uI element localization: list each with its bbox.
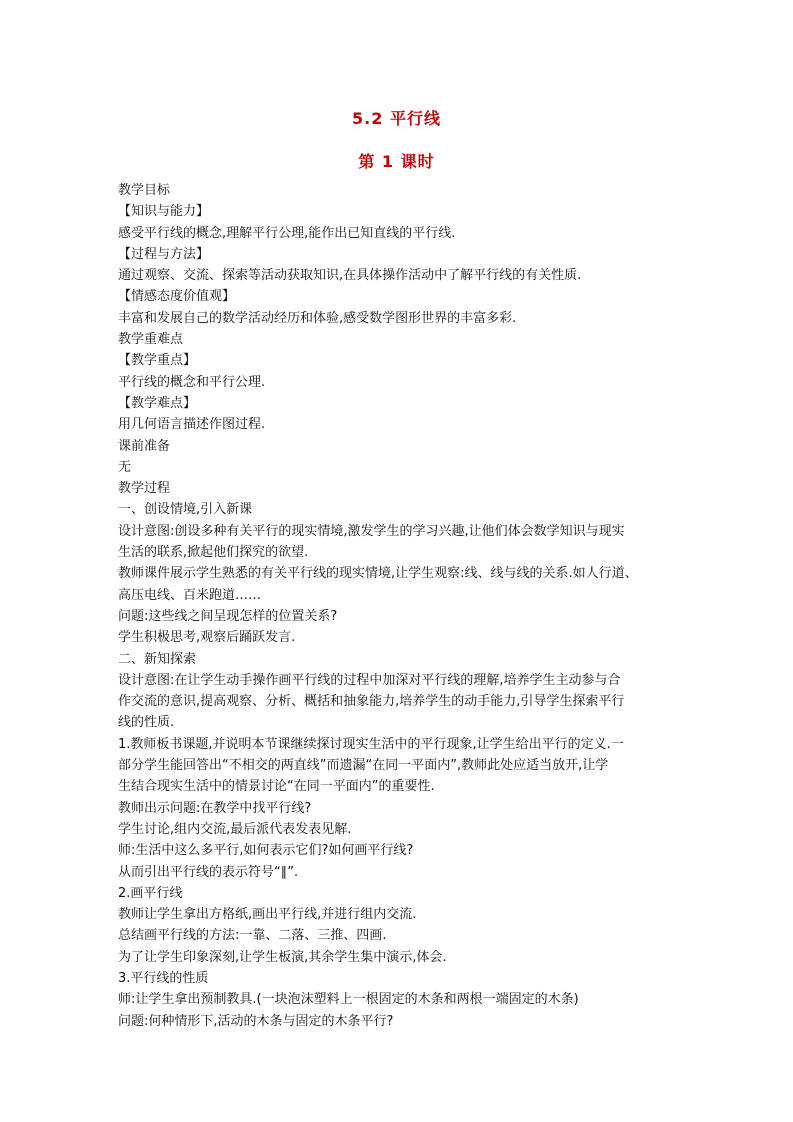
text-line: 问题:何种情形下,活动的木条与固定的木条平行? <box>118 1013 394 1029</box>
text-line: 学生积极思考,观察后踊跃发言. <box>118 630 296 646</box>
document-title: 5.2 平行线 <box>352 109 441 128</box>
text-line: 课前准备 <box>118 438 171 454</box>
text-line: 师:让学生拿出预制教具.(一块泡沫塑料上一根固定的木条和两根一端固定的木条) <box>118 992 579 1008</box>
text-line: 3.平行线的性质 <box>118 970 209 986</box>
text-line: 【知识与能力】 <box>118 204 210 220</box>
text-line: 教学过程 <box>118 481 171 497</box>
text-line: 高压电线、百米跑道…… <box>118 587 262 603</box>
text-line: 【情感态度价值观】 <box>118 289 236 305</box>
text-line: 丰富和发展自己的数学活动经历和体验,感受数学图形世界的丰富多彩. <box>118 310 517 326</box>
text-line: 问题:这些线之间呈现怎样的位置关系? <box>118 608 338 624</box>
text-line: 无 <box>118 459 132 475</box>
text-line: 教师让学生拿出方格纸,画出平行线,并进行组内交流. <box>118 907 417 923</box>
text-line: 师:生活中这么多平行,如何表示它们?如何画平行线? <box>118 843 414 859</box>
text-line: 【过程与方法】 <box>118 246 210 262</box>
text-line: 平行线的概念和平行公理. <box>118 374 266 390</box>
text-line: 二、新知探索 <box>118 651 197 667</box>
text-line: 线的性质. <box>118 715 175 731</box>
text-line: 设计意图:在让学生动手操作画平行线的过程中加深对平行线的理解,培养学生主动参与合 <box>118 672 621 688</box>
text-line: 学生讨论,组内交流,最后派代表发表见解. <box>118 821 352 837</box>
text-line: 为了让学生印象深刻,让学生板演,其余学生集中演示,体会. <box>118 949 447 965</box>
text-line: 一、创设情境,引入新课 <box>118 502 253 518</box>
text-line: 设计意图:创设多种有关平行的现实情境,激发学生的学习兴趣,让他们体会数学知识与现实 <box>118 523 625 539</box>
document-subtitle: 第 1 课时 <box>358 152 435 171</box>
text-line: 教师出示问题:在教学中找平行线? <box>118 800 312 816</box>
text-line: 作交流的意识,提高观察、分析、概括和抽象能力,培养学生的动手能力,引导学生探索平行 <box>118 694 625 710</box>
text-line: 从而引出平行线的表示符号“∥”. <box>118 864 299 880</box>
text-line: 【教学难点】 <box>118 395 197 411</box>
text-line: 感受平行线的概念,理解平行公理,能作出已知直线的平行线. <box>118 225 456 241</box>
text-line: 教学目标 <box>118 183 171 198</box>
text-line: 生活的联系,掀起他们探究的欲望. <box>118 545 309 561</box>
text-line: 生结合现实生活中的情景讨论“在同一平面内”的重要性. <box>118 779 435 795</box>
text-line: 部分学生能回答出“不相交的两直线”而遗漏“在同一平面内”,教师此处应适当放开,让学 <box>118 758 609 774</box>
text-line: 【教学重点】 <box>118 353 197 369</box>
text-line: 通过观察、交流、探索等活动获取知识,在具体操作活动中了解平行线的有关性质. <box>118 268 582 284</box>
document-body <box>118 180 678 1032</box>
text-line: 教师课件展示学生熟悉的有关平行线的现实情境,让学生观察:线、线与线的关系.如人行道、 <box>118 566 638 582</box>
text-line: 1.教师板书课题,并说明本节课继续探讨现实生活中的平行现象,让学生给出平行的定义.一 <box>118 736 624 752</box>
text-line: 2.画平行线 <box>118 885 183 901</box>
text-line: 用几何语言描述作图过程. <box>118 417 266 433</box>
text-line: 教学重难点 <box>118 332 184 348</box>
text-line: 总结画平行线的方法:一靠、二落、三推、四画. <box>118 928 387 944</box>
